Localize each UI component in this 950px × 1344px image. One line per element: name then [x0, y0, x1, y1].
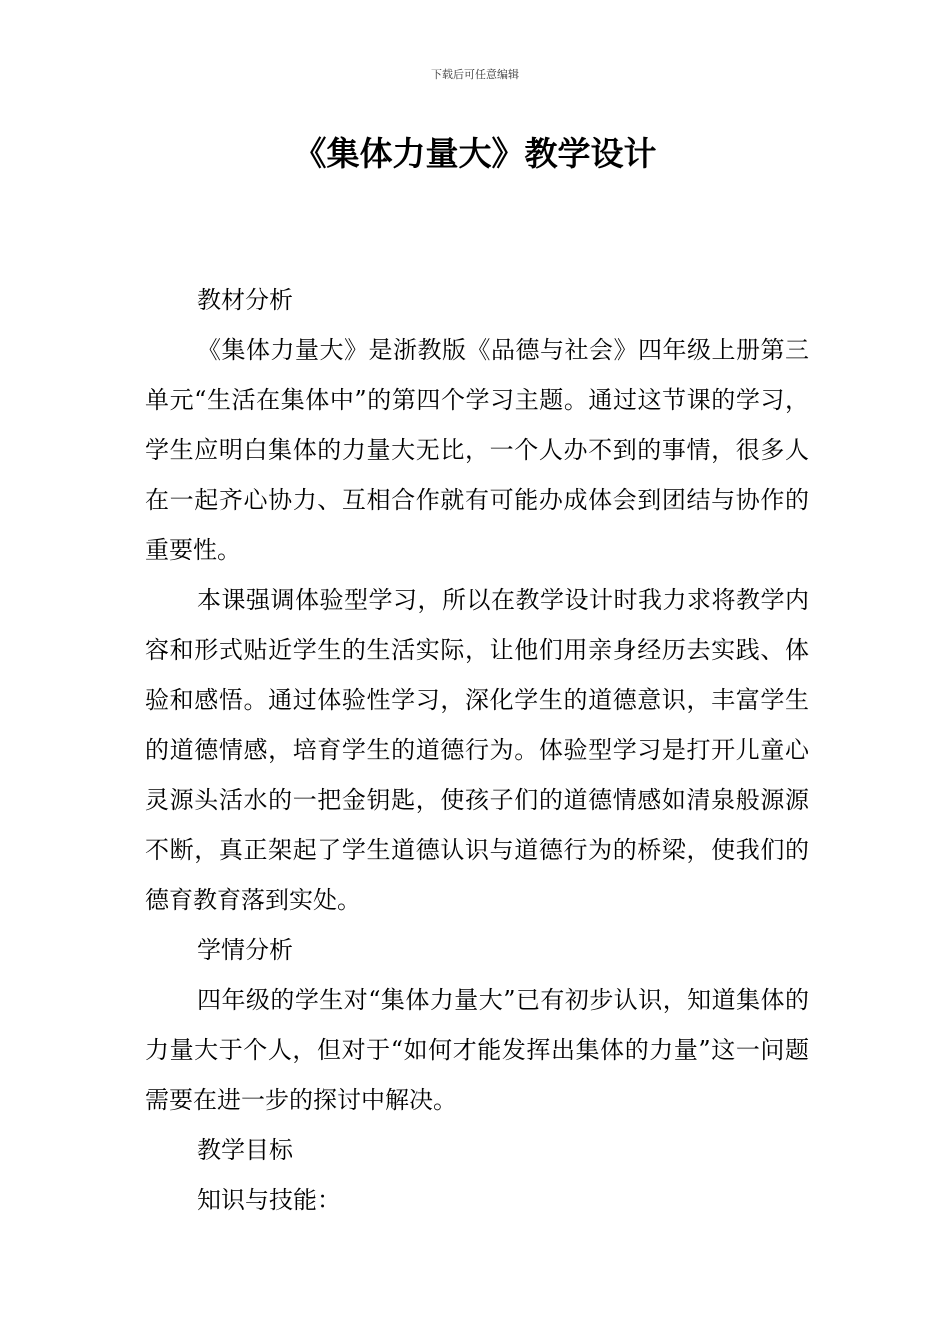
paragraph-learner-1: 四年级的学生对“集体力量大”已有初步认识，知道集体的力量大于个人，但对于“如何才能发挥出集体的力量”这一问题需要在进一步的探讨中解决。 — [145, 986, 809, 1114]
document-title: 《集体力量大》教学设计 — [293, 134, 657, 173]
section-heading-material: 教材分析 — [197, 286, 293, 314]
section-heading-learner: 学情分析 — [197, 936, 293, 964]
header-note: 下载后可任意编辑 — [431, 68, 519, 81]
paragraph-material-1: 《集体力量大》是浙教版《品德与社会》四年级上册第三单元“生活在集体中”的第四个学习主题。通过这节课的学习，学生应明白集体的力量大无比，一个人办不到的事情，很多人在一起齐心协力、互相合作就有可能办成体会到团结与协作的重要性。 — [145, 336, 809, 564]
document-body — [145, 275, 809, 1225]
section-heading-knowledge: 知识与技能： — [197, 1186, 341, 1214]
section-heading-goals: 教学目标 — [197, 1136, 293, 1164]
paragraph-material-2: 本课强调体验型学习，所以在教学设计时我力求将教学内容和形式贴近学生的生活实际，让他们用亲身经历去实践、体验和感悟。通过体验性学习，深化学生的道德意识，丰富学生的道德情感，培育学生的道德行为。体验型学习是打开儿童心灵源头活水的一把金钥匙，使孩子们的道德情感如清泉般源源不断，真正架起了学生道德认识与道德行为的桥梁，使我们的德育教育落到实处。 — [145, 586, 809, 914]
